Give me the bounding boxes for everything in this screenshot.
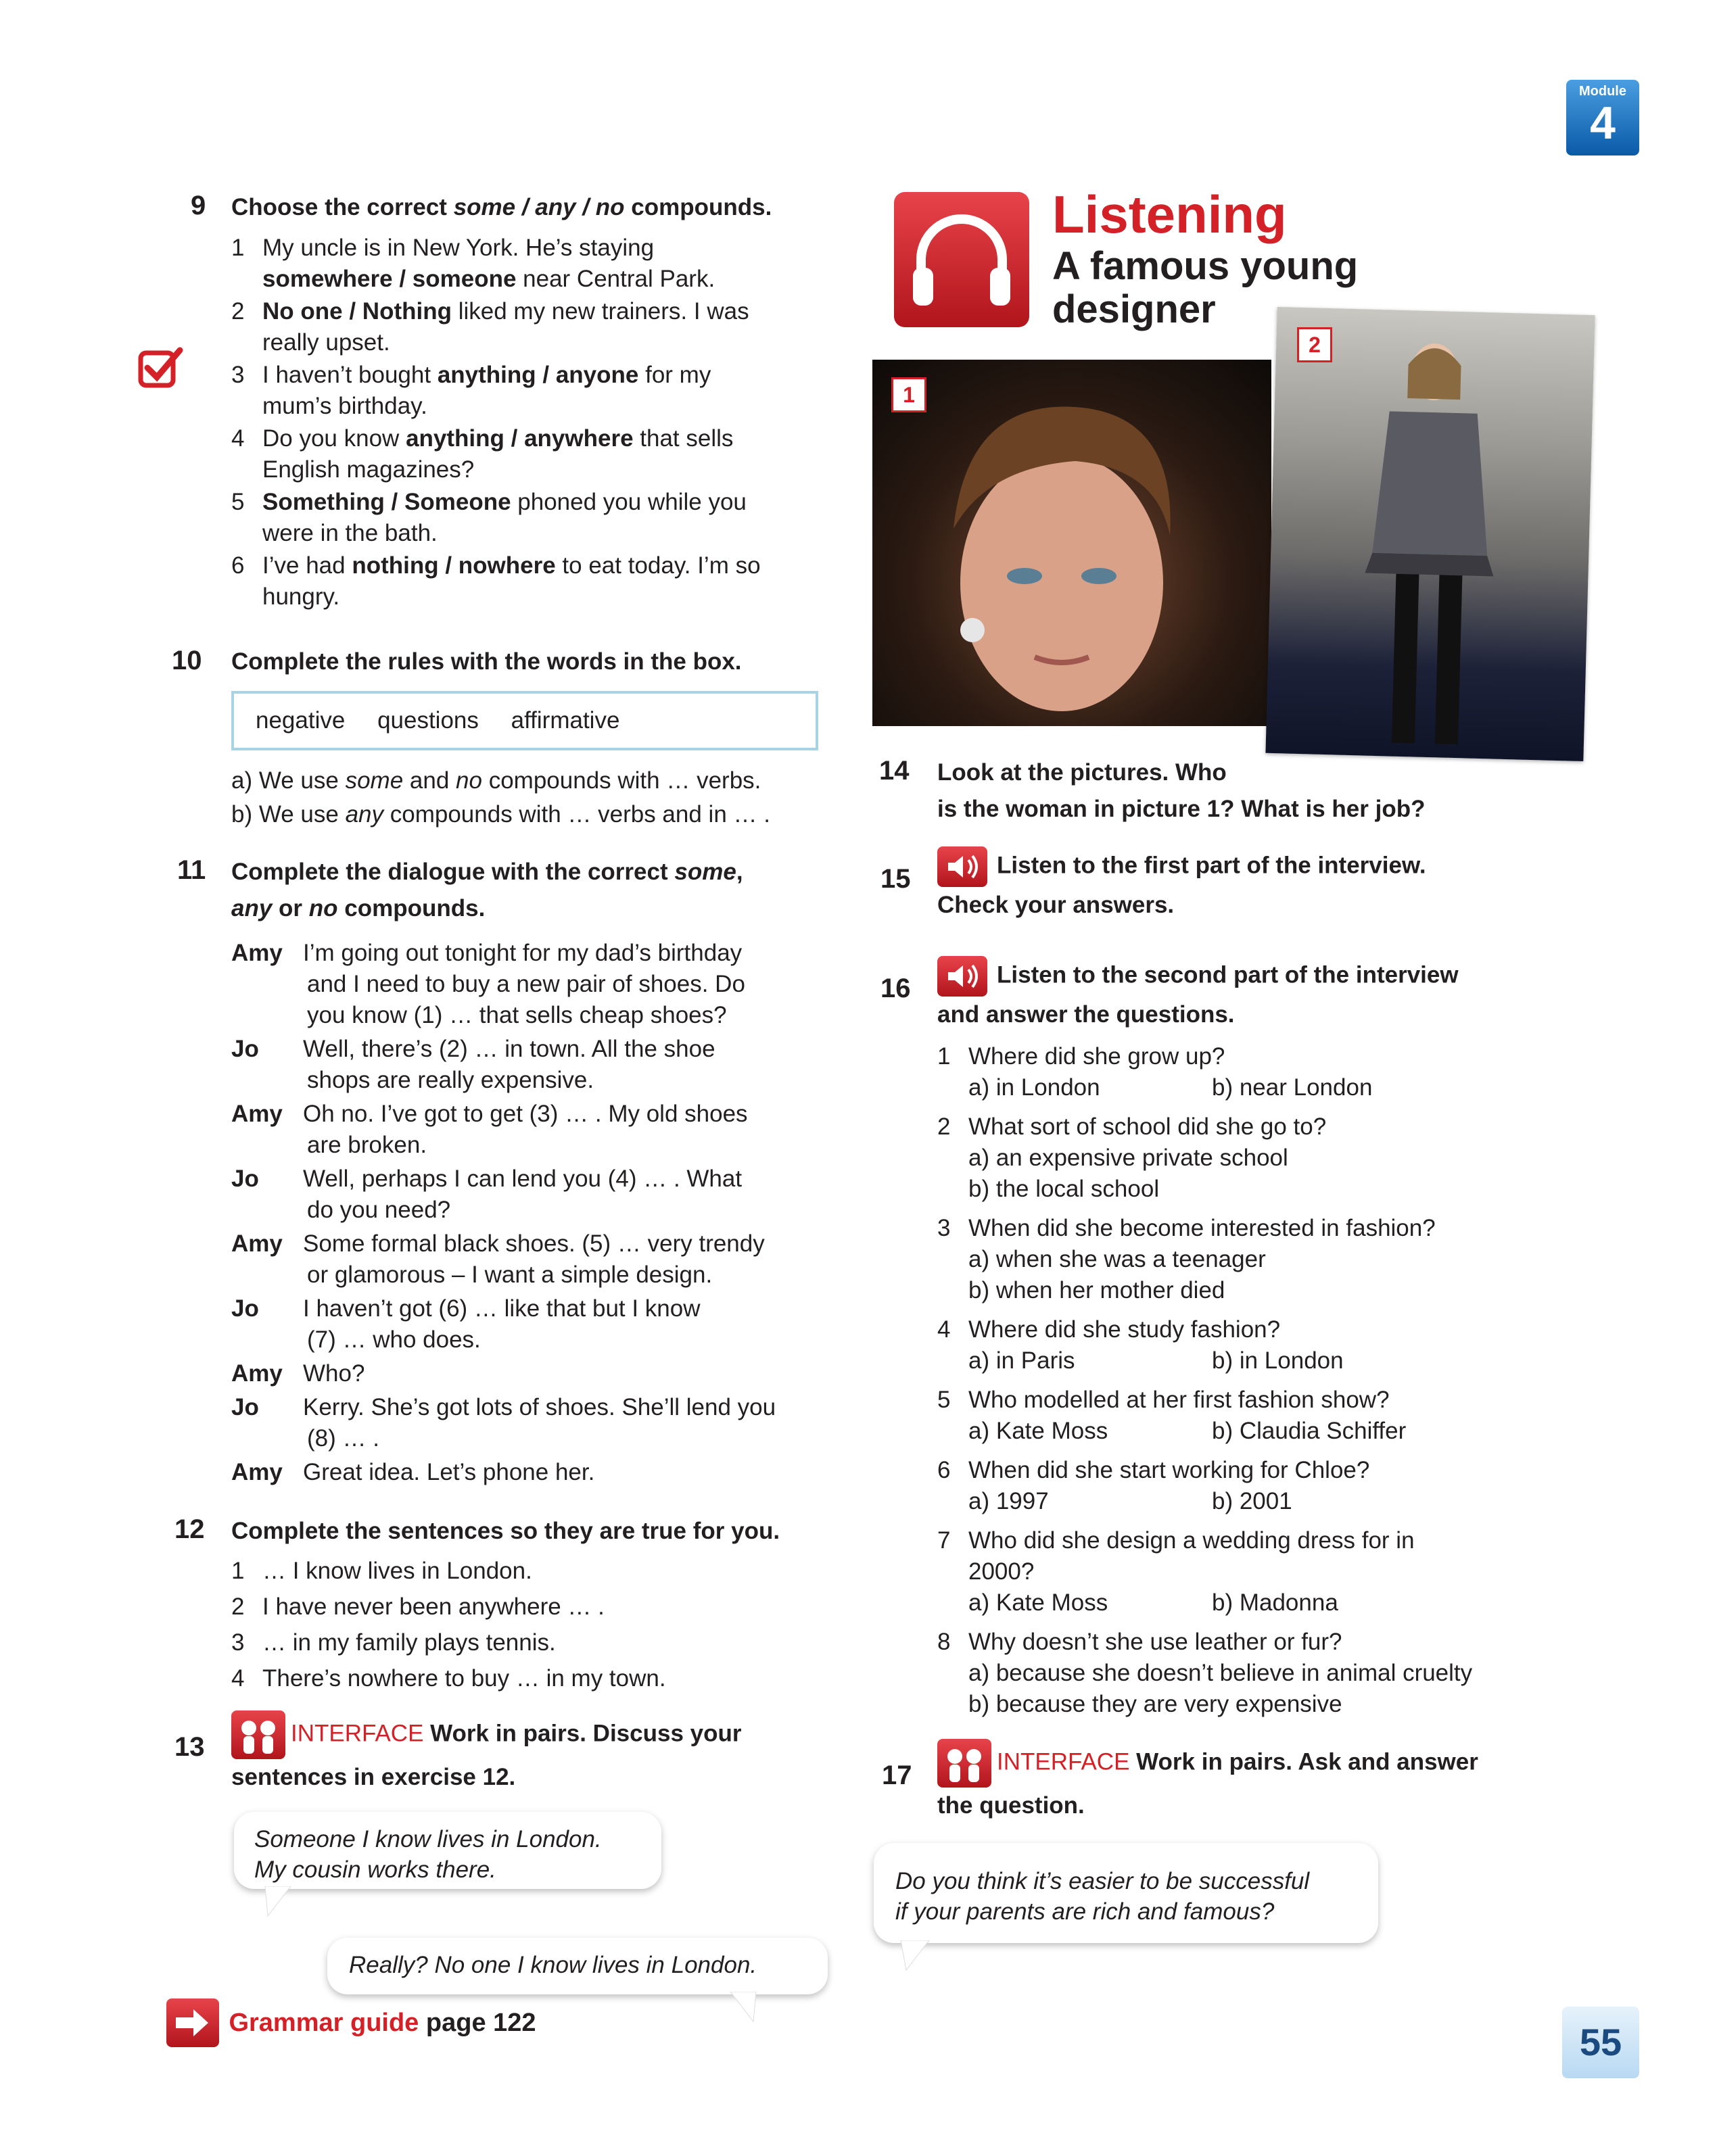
question: 2 What sort of school did she go to? a) an expensive private school b) the local school <box>937 1113 1327 1202</box>
page-number: 55 <box>1562 2007 1639 2078</box>
exercise-16: Listen to the second part of the interview and answer the questions. 1 Where did she grow up? a) in London b) near London 2 What sort of school did she go to? a) an expensive private school b) the local school 3 When did she become interested in fashion? a) when she was a teenager b) when her mother died 4 Where did she study fashion? a) in Paris b) in London 5 Who modelled at her first fashion show? a) Kate Moss b) Claudia Schiffer 6 When did she start working for Chloe? a) 1997 b) 2001 7 Who did she design a wedding dress for in 2000? a) Kate Moss b) Madonna 8 Why doesn’t she use leather or fur? a) because she doesn’t believe in animal cruelty b) because they are very expensive <box>937 956 1546 1721</box>
box-word: questions <box>377 707 479 734</box>
exercise-11 <box>231 854 826 1491</box>
module-label: Module <box>1579 84 1626 99</box>
grammar-guide-label: Grammar guide <box>229 2009 419 2037</box>
ex10-number: 10 <box>172 646 202 675</box>
audio-icon[interactable] <box>937 846 987 887</box>
ex9-item: 5 Something / Someone phoned you while you were in the bath. <box>231 489 747 546</box>
question: 6 When did she start working for Chloe? a) 1997 b) 2001 <box>937 1457 1370 1514</box>
exercise-12 <box>231 1513 826 1697</box>
ex11-number: 11 <box>177 855 206 885</box>
question: 4 Where did she study fashion? a) in Paris b) in London <box>937 1316 1344 1374</box>
ex11-instruction: Complete the dialogue with the correct some, any or no compounds. <box>231 859 743 921</box>
exercise-10 <box>231 644 826 832</box>
ex12-item: 4 There’s nowhere to buy … in my town. <box>231 1665 666 1692</box>
ex16-number: 16 <box>880 974 911 1003</box>
dialogue-line: Amy Some formal black shoes. (5) … very trendy or glamorous – I want a simple design. <box>231 1230 765 1288</box>
interface-tag: INTERFACE <box>997 1748 1130 1775</box>
headphones-icon <box>894 192 1029 327</box>
dialogue-line: Jo Kerry. She’s got lots of shoes. She’ll lend you (8) … . <box>231 1394 776 1452</box>
grammar-guide-page: page 122 <box>419 2009 536 2037</box>
box-word: affirmative <box>511 707 620 734</box>
ex13-number: 13 <box>174 1732 205 1762</box>
arrow-icon <box>166 1998 219 2047</box>
ex9-item: 3 I haven’t bought anything / anyone for my mum’s birthday. <box>231 362 711 419</box>
dialogue-line: Amy Great idea. Let’s phone her. <box>231 1459 595 1485</box>
ex9-item: 6 I’ve had nothing / nowhere to eat today. I’m so hungry. <box>231 552 761 610</box>
question: 5 Who modelled at her first fashion show? a) Kate Moss b) Claudia Schiffer <box>937 1387 1407 1444</box>
word-box <box>231 691 818 750</box>
module-tab <box>1566 80 1639 155</box>
listening-subtitle: A famous young designer <box>1052 244 1359 331</box>
exercise-13: INTERFACE Work in pairs. Discuss your sentences in exercise 12. <box>231 1710 826 1796</box>
ex12-item: 2 I have never been anywhere … . <box>231 1594 605 1620</box>
ex14-number: 14 <box>879 756 910 786</box>
interface-tag: INTERFACE <box>291 1720 424 1747</box>
dialogue-line: Jo Well, there’s (2) … in town. All the shoe shops are really expensive. <box>231 1036 715 1093</box>
question: 1 Where did she grow up? a) in London b) near London <box>937 1043 1373 1101</box>
ex12-item: 3 … in my family plays tennis. <box>231 1629 556 1656</box>
module-number: 4 <box>1590 97 1616 149</box>
bubble-tail <box>264 1886 304 1917</box>
ex12-item: 1 … I know lives in London. <box>231 1558 532 1584</box>
photo-2-label: 2 <box>1297 327 1332 362</box>
photo-2 <box>1265 307 1595 761</box>
exercise-15: Listen to the first part of the interview. Check your answers. <box>937 846 1546 924</box>
ex17-number: 17 <box>882 1760 912 1790</box>
ex9-item: 2 No one / Nothing liked my new trainers. I was really upset. <box>231 298 749 356</box>
ex9-item: 4 Do you know anything / anywhere that sells English magazines? <box>231 425 734 483</box>
question: 8 Why doesn’t she use leather or fur? a) because she doesn’t believe in animal cruelty b) because they are very expensive <box>937 1629 1473 1717</box>
dialogue-line: Amy Oh no. I’ve got to get (3) … . My old shoes are broken. <box>231 1101 748 1158</box>
exercise-9 <box>231 189 826 614</box>
ex10-rule-a: a) We use some and no compounds with … verbs. <box>231 767 761 794</box>
interface-icon <box>937 1739 991 1788</box>
ex12-number: 12 <box>174 1514 205 1544</box>
audio-icon[interactable] <box>937 956 987 997</box>
listening-title: Listening <box>1052 185 1287 244</box>
interface-icon <box>231 1710 285 1759</box>
question: 7 Who did she design a wedding dress for in 2000? a) Kate Moss b) Madonna <box>937 1527 1415 1616</box>
box-word: negative <box>256 707 346 734</box>
photo-1-label: 1 <box>891 377 926 412</box>
ex10-instruction: Complete the rules with the words in the box. <box>231 648 742 675</box>
checklist-icon <box>138 345 185 392</box>
ex10-rule-b: b) We use any compounds with … verbs and in … . <box>231 801 770 828</box>
speech-bubble: Do you think it’s easier to be successful if your parents are rich and famous? <box>874 1843 1378 1943</box>
dialogue-line: Amy Who? <box>231 1360 365 1387</box>
question: 3 When did she become interested in fashion? a) when she was a teenager b) when her mother died <box>937 1215 1436 1303</box>
dialogue <box>231 938 826 1488</box>
ex9-item: 1 My uncle is in New York. He’s staying somewhere / someone near Central Park. <box>231 235 715 292</box>
dialogue-line: Jo I haven’t got (6) … like that but I know (7) … who does. <box>231 1295 701 1353</box>
dialogue-line: Amy I’m going out tonight for my dad’s birthday and I need to buy a new pair of shoes. Do you know (1) … that sells cheap shoes? <box>231 940 745 1028</box>
dialogue-line: Jo Well, perhaps I can lend you (4) … . What do you need? <box>231 1166 743 1223</box>
ex9-instruction: Choose the correct some / any / no compounds. <box>231 194 772 220</box>
bubble-tail <box>717 1992 757 2023</box>
photo-1 <box>872 360 1271 726</box>
speech-bubble: Really? No one I know lives in London. <box>327 1938 828 1994</box>
ex9-number: 9 <box>191 191 206 220</box>
ex12-instruction: Complete the sentences so they are true for you. <box>231 1518 780 1544</box>
speech-bubble: Someone I know lives in London. My cousin works there. <box>234 1812 661 1889</box>
grammar-guide-link[interactable] <box>166 1996 536 2050</box>
exercise-17: INTERFACE Work in pairs. Ask and answer the question. <box>937 1739 1546 1824</box>
bubble-tail <box>899 1940 940 1971</box>
exercise-14: Look at the pictures. Who is the woman in picture 1? What is her job? <box>937 759 1426 822</box>
ex15-number: 15 <box>880 864 911 894</box>
